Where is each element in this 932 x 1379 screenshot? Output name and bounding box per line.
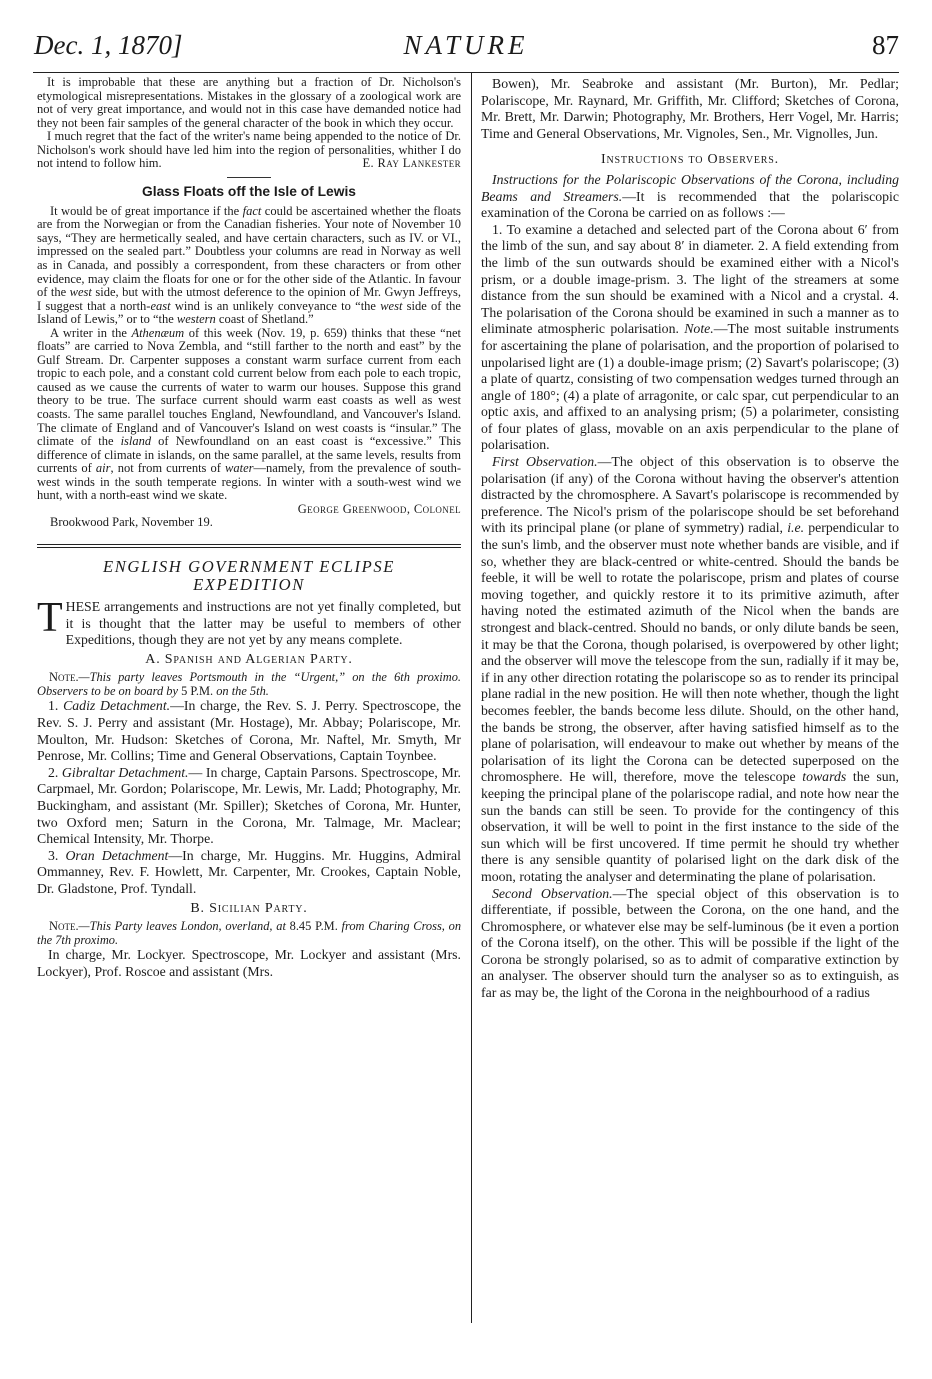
page-number: 87 bbox=[872, 30, 899, 60]
header-date: Dec. 1, 1870] bbox=[34, 30, 183, 60]
signature-greenwood: George Greenwood, Colonel bbox=[297, 501, 461, 516]
glass-floats-paragraph-1: It would be of great importance if the fact could be ascertained whether the floats are from the Norwegian or from the Canadian fisheries. Your note of November 10 says, “They are hermetically sealed, and have certain characters, such as IV. or VI., impressed on the sealed part.” Doubtless your columns are read in Norway as well as in Canada, and possibly a correspondent, from these characters or from other evidence, may claim the floats for one or for the other side of the Atlantic. In favour of the west side, but with the utmost deference to the opinion of Mr. Gwyn Jeffreys, I suggest that a north-east wind is an unlikely conveyance to “the west side of the Island of Lewis,” or to “the western coast of Shetland.” bbox=[37, 203, 461, 327]
glass-floats-paragraph-2: A writer in the Athenæum of this week (Nov. 19, p. 659) thinks that these “net floats” are carried to Nova Zembla, and “still farther to the north and east” by the Gulf Stream. Dr. Carpenter supposes a constant warm surface current from each tropic to each pole, and a constant cold current below from each pole to each tropic, caused as we cause the currents of water to warm our houses. Suppose this grand theory to be true. The surface current should warm east coasts as well as west coasts. The same parallel touches England, Newfoundland, and Vancouver's Island. The climate of England and of Vancouver's Island on west coasts is “insular.” The climate of the island of Newfoundland on an east coast is “excessive.” This difference of climate in islands, on the same parallel, at the same levels, results from currents of air, not from currents of water—namely, from the prevalence of south-west winds in the south temperate regions. In winter with a south-west wind we hunt, with a north-east wind we skate. bbox=[37, 325, 461, 503]
header-rule bbox=[33, 72, 899, 73]
polariscopic-list: 1. To examine a detached and selected part of the Corona about 6′ from the limb of the sun, and say about 8′ in diameter. 2. A field extending from the limb of the sun outwards should be examined either with a Nicol's prism, or a double image-prism. 3. The light of the streamers at some distance from the sun should be examined with a Nicol and a crystal. 4. The polarisation of the Corona should be examined in such a manner as to eliminate atmospheric polarisation. Note.—The most suitable instruments for ascertaining the plane of polarisation, and the proportion of polarised to unpolarised light are (1) a double-image prism; (2) Savart's polariscope; (3) a plate of quartz, consisting of two compensation wedges turned through an angle of 180°; (4) a plate of arragonite, or calc spar, cut perpendicular to an optic axis, and affixed to an analysing prism; (5) a polarimeter, consisting of four plates of glass, movable on an axis perpendicular to the plane of polarisation. bbox=[481, 221, 899, 453]
article-heading-line-2: EXPEDITION bbox=[193, 574, 305, 594]
oran-detachment: 3. Oran Detachment—In charge, Mr. Huggins. Mr. Huggins, Admiral Ommanney, Rev. F. Howlett, Mr. Carpenter, Mr. Crookes, Captain Noble, Dr. Gladstone, Prof. Tyndall. bbox=[37, 847, 462, 896]
letter-paragraph: I much regret that the fact of the writer's name being appended to the notice of Dr. Nicholson's work should have led him into the region of personalities, whither I do not intend to follow him. bbox=[37, 129, 461, 171]
first-observation: First Observation.—The object of this observation is to observe the polarisation (if any) of the Corona without having the observer's attention distracted by the chromosphere. A Savart's polariscope is recommended by preference. The Nicol's prism of the polariscope should be set beforehand with its principal plane (or plane of symmetry) radial, i.e. perpendicular to the sun's limb, and the observer must note whether bands are visible, and if so, whether they are black-centred or white-centred. Should the bands be feeble, it will be well to rotate the polariscope, prism and plates of course moving together, and quickly restore it to its primitive azimuth, after having noted the estimated azimuth of the Nicol when the bands are strongest and black-centred. Should no bands, or only dilute bands be seen, it may be that the Corona, though polarised, is overpowered by other light; and the observer will move the telescope from the sun, radially if it may be, if in any other direction rotating the polariscope so as to render its principal plane radial in the new position. He will then note whether, though the light becomes feebler, the bands become less dilute. Should, on the other hand, the bands be strong, the observer, after having satisfied himself as to the plane of polarisation, will endeavour to make out whether by means of the polarisation of its light the Corona can be detected superposed on the chromosphere. He will, therefore, move the telescope towards the sun, keeping the principal plane of the polariscope radial, and note how near the sun the bands can still be seen. To provide for the contingency of this observation, it will be well to point in the first instance to the side of the sun which will be first uncovered. If time permit he should try whether there is any sensible quantity of polarised light on the dark disk of the moon, rotating the analyser and determinating the plane of polarisation. bbox=[481, 454, 899, 884]
gibraltar-detachment: 2. Gibraltar Detachment.— In charge, Captain Parsons. Spectroscope, Mr. Carpmael, Mr. Gordon; Polariscope, Mr. Lewis, Mr. Ladd; Photography, Mr. Buckingham, and assistant (Mr. Spiller); Sketches of Corona, Mr. Hunter, two Oxford men; Saturn in the Corona, Mr. Talmage, Mr. Maclear; Chemical Intensity, Mr. Thorpe. bbox=[37, 764, 461, 847]
cadiz-detachment: 1. Cadiz Detachment.—In charge, the Rev. S. J. Perry. Spectroscope, the Rev. S. J. Perry and assistant (Mr. Hostage), Mr. Abbay; Polariscope, Mr. Moulton, Mr. Hudson: Sketches of Corona, Mr. Naftel, Mr. Smyth, Mr Penrose, Mr. Collins; Time and General Observations, Captain Toynbee. bbox=[37, 698, 461, 764]
section-heading-b: B. Sicilian Party. bbox=[190, 900, 308, 916]
journal-title: NATURE bbox=[403, 30, 529, 60]
sicilian-party-text: In charge, Mr. Lockyer. Spectroscope, Mr. Lockyer and assistant (Mrs. Lockyer), Prof. Roscoe and assistant (Mrs. bbox=[37, 947, 461, 979]
left-column bbox=[37, 76, 461, 981]
second-observation: Second Observation.—The special object of this observation is to differentiate, if possible, between the Corona, on the one hand, and the Chromosphere, or whatever else may be self-luminous (be it even a portion of the Corona itself), on the other. This will be possible if the light of the Corona be strongly polarised, so as to admit of comparative extinction by an analyser. The observer should turn the analyser so as to extinguish, as far as may be, the light of the Corona in the neighbourhood of a radius bbox=[481, 885, 900, 1001]
section-heading-a: A. Spanish and Algerian Party. bbox=[145, 651, 353, 667]
continuation-paragraph: Bowen), Mr. Seabroke and assistant (Mr. Burton), Mr. Pedlar; Polariscope, Mr. Raynard, Mr. Griffith, Mr. Clifford; Sketches of Corona, Mr. Brett, Mr. Darwin; Photography, Mr. Brothers, Herr Vogel, Mr. Harris; Time and General Observations, Mr. Vignoles, Sen., Mr. Vignolles, Jun. bbox=[481, 76, 899, 141]
note-b: Note.—This Party leaves London, overland, at 8.45 P.M. from Charing Cross, on the 7th proximo. bbox=[37, 919, 462, 948]
signature-lankester: E. Ray Lankester bbox=[362, 156, 461, 171]
article-separator bbox=[37, 544, 461, 548]
letter-heading: Glass Floats off the Isle of Lewis bbox=[142, 183, 356, 199]
article-heading-line-1: ENGLISH GOVERNMENT ECLIPSE bbox=[102, 556, 396, 576]
column-divider bbox=[471, 73, 472, 1323]
right-column bbox=[481, 76, 899, 1002]
note-a: Note.—This party leaves Portsmouth in the “Urgent,” on the 6th proximo. Observers to be on board by 5 P.M. on the 5th. bbox=[37, 670, 461, 699]
expedition-intro: THESE arrangements and instructions are not yet finally completed, but it is thought that the latter may be useful to members of other Expeditions, though they are not yet by any means complete. bbox=[37, 594, 461, 648]
dateline: Brookwood Park, November 19. bbox=[50, 515, 213, 530]
letter-paragraph: It is improbable that these are anything but a fraction of Dr. Nicholson's etymological misrepresentations. Mistakes in the glossary of a zoological work are not of very great importance, and would not in this case have demanded notice had they not been fair samples of the general character of the book in which they occur. bbox=[37, 75, 461, 130]
instructions-heading: Instructions to Observers. bbox=[601, 152, 779, 168]
section-rule bbox=[227, 177, 271, 178]
polariscopic-intro: Instructions for the Polariscopic Observations of the Corona, including Beams and Streamers.—It is recommended that the polariscopic examination of the Corona be carried on as follows :— bbox=[481, 171, 899, 221]
drop-cap: T bbox=[37, 594, 63, 641]
